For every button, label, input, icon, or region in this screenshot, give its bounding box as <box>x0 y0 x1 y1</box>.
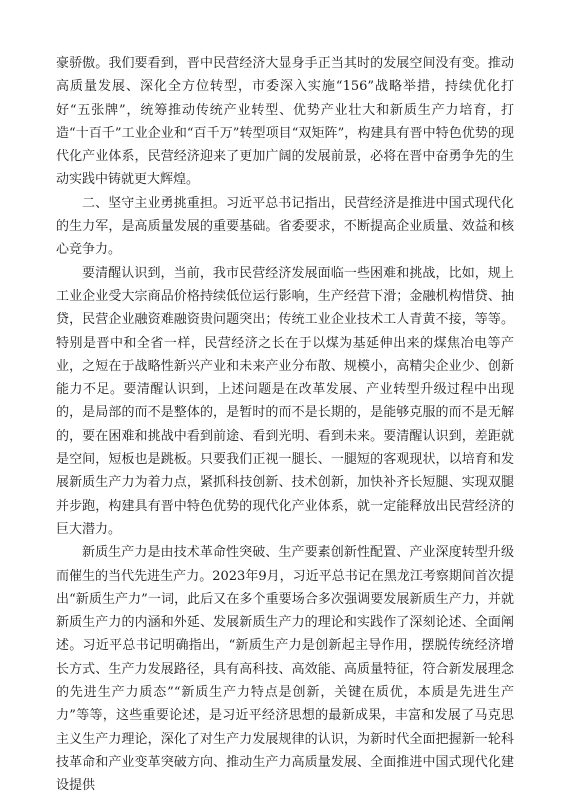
body-paragraph: 新质生产力是由技术革命性突破、生产要素创新性配置、产业深度转型升级而催生的当代先进生产力。2023年9月，习近平总书记在黑龙江考察期间首次提出“新质生产力”一词，此后又在多个重要场合多次强调要发展新质生产力，并就新质生产力的内涵和外延、发展新质生产力的理论和实践作了深刻论述、全面阐述。习近平总书记明确指出，“新质生产力是创新起主导作用，摆脱传统经济增长方式、生产力发展路径，具有高科技、高效能、高质量特征，符合新发展理念的先进生产力质态”“新质生产力特点是创新，关键在质优，本质是先进生产力”等等，这些重要论述，是习近平经济思想的最新成果，丰富和发展了马克思主义生产力理论，深化了对生产力发展规律的认识，为新时代全面把握新一轮科技革命和产业变革突破方向、推动生产力高质量发展、全面推进中国式现代化建设提供 <box>56 545 514 794</box>
paragraph-continuation: 豪骄傲。我们要看到，晋中民营经济大显身手正当其时的发展空间没有变。推动高质量发展、深化全方位转型，市委深入实施“156”战略举措，持续优化打好“五张牌”，统筹推动传统产业转型、优势产业壮大和新质生产力培育，打造“十百千”工业企业和“百千万”转型项目“双矩阵”，构建具有晋中特色优势的现代化产业体系，民营经济迎来了更加广阔的发展前景，必将在晋中奋勇争先的生动实践中铸就更大辉煌。 <box>56 56 514 188</box>
body-paragraph: 要清醒认识到，当前，我市民营经济发展面临一些困难和挑战，比如，规上工业企业受大宗商品价格持续低位运行影响，生产经营下滑；金融机构惜贷、抽贷，民营企业融资难融资贵问题突出；传统工业企业技术工人青黄不接，等等。特别是晋中和全省一样，民营经济之长在于以煤为基延伸出来的煤焦冶电等产业，之短在于战略性新兴产业和未来产业分布散、规模小，高精尖企业少、创新能力不足。要清醒认识到，上述问题是在改革发展、产业转型升级过程中出现的，是局部的而不是整体的，是暂时的而不是长期的，是能够克服的而不是无解的，要在困难和挑战中看到前途、看到光明、看到未来。要清醒认识到，差距就是空间，短板也是跳板。只要我们正视一腿长、一腿短的客观现状，以培育和发展新质生产力为着力点，紧抓科技创新、技术创新，加快补齐长短腿、实现双腿并步跑，构建具有晋中特色优势的现代化产业体系，就一定能释放出民营经济的巨大潜力。 <box>56 265 514 537</box>
document-body <box>56 52 514 798</box>
section-heading-paragraph: 二、坚守主业勇挑重担。习近平总书记指出，民营经济是推进中国式现代化的生力军，是高质量发展的重要基础。省委要求，不断提高企业质量、效益和核心竞争力。 <box>56 195 514 258</box>
